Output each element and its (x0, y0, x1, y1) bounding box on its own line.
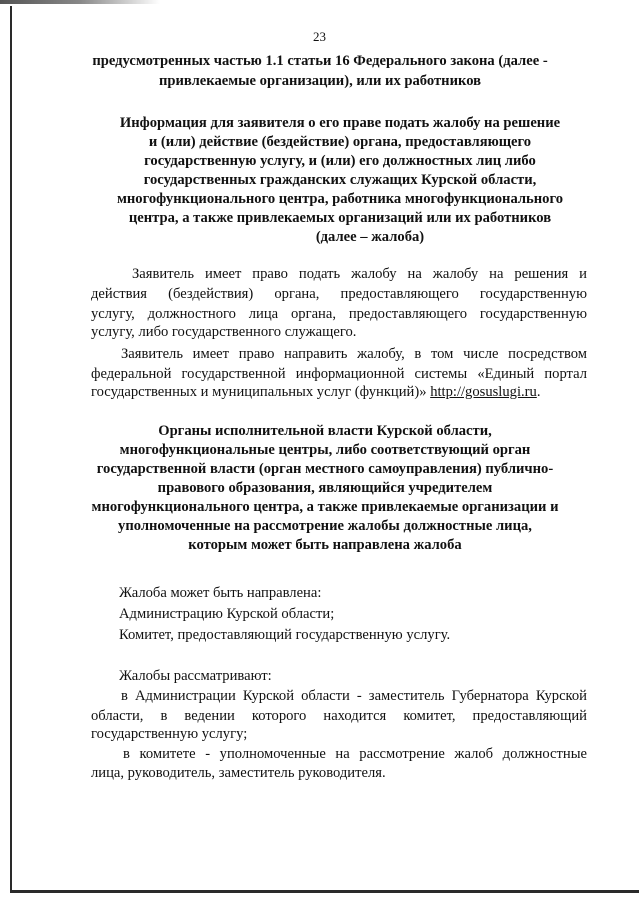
section1-heading-line-7: (далее – жалоба) (315, 229, 425, 245)
para2-line-1: Заявитель имеет право направить жалобу, в том числе посредством (121, 346, 587, 362)
scan-border-bottom (10, 890, 639, 893)
review-intro: Жалобы рассматривают: (119, 668, 272, 684)
review1-line-1: в Администрации Курской области - заместитель Губернатора Курской (121, 688, 587, 704)
para2-line-2: федеральной государственной информационной системы «Единый портал (91, 366, 587, 382)
section2-heading-line-7: которым может быть направлена жалоба (188, 537, 462, 553)
para1-line-1: Заявитель имеет право подать жалобу на жалобу на решения и (132, 266, 587, 282)
list-item-administration: Администрацию Курской области; (119, 606, 335, 622)
review2-line-2: лица, руководитель, заместитель руководителя. (91, 765, 386, 781)
review2-line-1: в комитете - уполномоченные на рассмотрение жалоб должностные (123, 746, 587, 762)
section1-heading-line-1: Информация для заявителя о его праве подать жалобу на решение (119, 115, 561, 131)
para1-line-3: услугу, должностного лица органа, предоставляющего государственную (91, 306, 587, 322)
intro-heading-line-1: предусмотренных частью 1.1 статьи 16 Федерального закона (далее - (92, 53, 548, 69)
section2-heading-line-2: многофункциональные центры, либо соответствующий орган (119, 442, 531, 458)
review1-line-2: области, в ведении которого находится комитет, предоставляющий (91, 708, 587, 724)
section1-heading-line-4: государственных гражданских служащих Курской области, (143, 172, 537, 188)
section1-heading-line-3: государственную услугу, и (или) его должностных лиц либо (144, 153, 536, 169)
para1-line-2: действия (бездействия) органа, предоставляющего государственную (91, 286, 587, 302)
section2-heading-line-5: многофункционального центра, а также привлекаемые организации и (91, 499, 559, 515)
section1-heading-line-2: и (или) действие (бездействие) органа, предоставляющего (148, 134, 532, 150)
review1-line-3: государственную услугу; (91, 726, 248, 742)
page-number: 23 (313, 29, 326, 44)
intro-heading-line-2: привлекаемые организации), или их работников (158, 73, 482, 89)
para1-line-4: услугу, либо государственного служащего. (91, 324, 357, 340)
section1-heading-line-5: многофункционального центра, работника многофункционального (116, 191, 564, 207)
section2-heading-line-3: государственной власти (орган местного самоуправления) публично- (96, 461, 554, 477)
scan-border-left (10, 6, 12, 891)
section2-heading-line-4: правового образования, являющийся учредителем (157, 480, 493, 496)
para2-line-3-text: государственных и муниципальных услуг (функций)» (91, 384, 427, 400)
section1-heading-line-6: центра, а также привлекаемых организаций или их работников (128, 210, 552, 226)
list-item-committee: Комитет, предоставляющий государственную услугу. (119, 627, 451, 643)
section2-heading-line-1: Органы исполнительной власти Курской области, (158, 423, 492, 439)
gosuslugi-link[interactable]: http://gosuslugi.ru (430, 384, 537, 400)
para2-line-3-tail: . (536, 384, 541, 400)
scan-artifact-top (0, 0, 160, 4)
list-intro: Жалоба может быть направлена: (119, 585, 322, 601)
section2-heading-line-6: уполномоченные на рассмотрение жалобы должностные лица, (118, 518, 532, 534)
para2-line-3 (91, 384, 540, 401)
